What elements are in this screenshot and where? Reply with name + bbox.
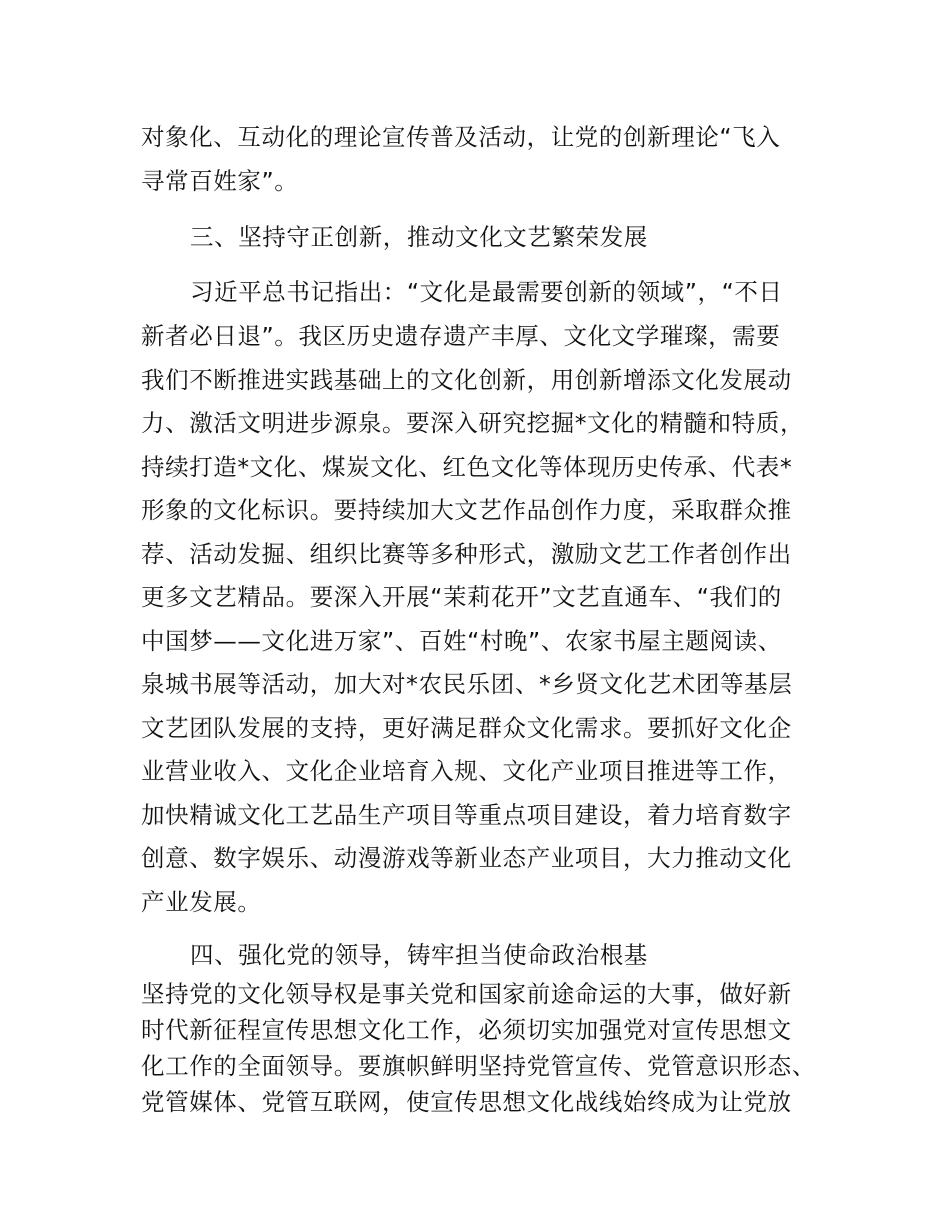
paragraph-line: 党管媒体、党管互联网，使宣传思想文化战线始终成为让党放 — [141, 1088, 792, 1116]
paragraph-line: 产业发展。 — [141, 888, 262, 916]
paragraph-line: 化工作的全面领导。要旗帜鲜明坚持党管宣传、党管意识形态、 — [141, 1052, 816, 1080]
paragraph-line: 更多文艺精品。要深入开展“茉莉花开”文艺直通车、“我们的 — [141, 583, 782, 611]
paragraph-line: 时代新征程宣传思想文化工作，必须切实加强党对宣传思想文 — [141, 1016, 792, 1044]
paragraph-line: 文艺团队发展的支持，更好满足群众文化需求。要抓好文化企 — [141, 714, 792, 742]
paragraph-line: 力、激活文明进步源泉。要深入研究挖掘*文化的精髓和特质， — [141, 409, 805, 437]
paragraph-line: 新者必日退”。我区历史遗存遗产丰厚、文化文学璀璨，需要 — [141, 322, 781, 350]
paragraph-line: 对象化、互动化的理论宣传普及活动，让党的创新理论“飞入 — [141, 123, 781, 151]
paragraph-line: 习近平总书记指出：“文化是最需要创新的领域”，“不日 — [190, 278, 783, 306]
paragraph-line: 加快精诚文化工艺品生产项目等重点项目建设，着力培育数字 — [141, 801, 792, 829]
paragraph-line: 持续打造*文化、煤炭文化、红色文化等体现历史传承、代表* — [141, 453, 793, 481]
paragraph-line: 中国梦——文化进万家”、百姓“村晚”、农家书屋主题阅读、 — [141, 627, 782, 655]
paragraph-line: 泉城书展等活动，加大对*农民乐团、*乡贤文化艺术团等基层 — [141, 670, 793, 698]
paragraph-line: 创意、数字娱乐、动漫游戏等新业态产业项目，大力推动文化 — [141, 844, 792, 872]
section-heading-4: 四、强化党的领导，铸牢担当使命政治根基 — [190, 941, 648, 969]
section-heading-3: 三、坚持守正创新，推动文化文艺繁荣发展 — [190, 223, 648, 251]
paragraph-line: 业营业收入、文化企业培育入规、文化产业项目推进等工作， — [141, 757, 792, 785]
paragraph-line: 坚持党的文化领导权是事关党和国家前途命运的大事，做好新 — [141, 980, 792, 1008]
paragraph-line: 荐、活动发掘、组织比赛等多种形式，激励文艺工作者创作出 — [141, 540, 792, 568]
paragraph-line: 我们不断推进实践基础上的文化创新，用创新增添文化发展动 — [141, 366, 792, 394]
paragraph-line: 寻常百姓家”。 — [141, 167, 299, 195]
paragraph-line: 形象的文化标识。要持续加大文艺作品创作力度，采取群众推 — [141, 496, 792, 524]
